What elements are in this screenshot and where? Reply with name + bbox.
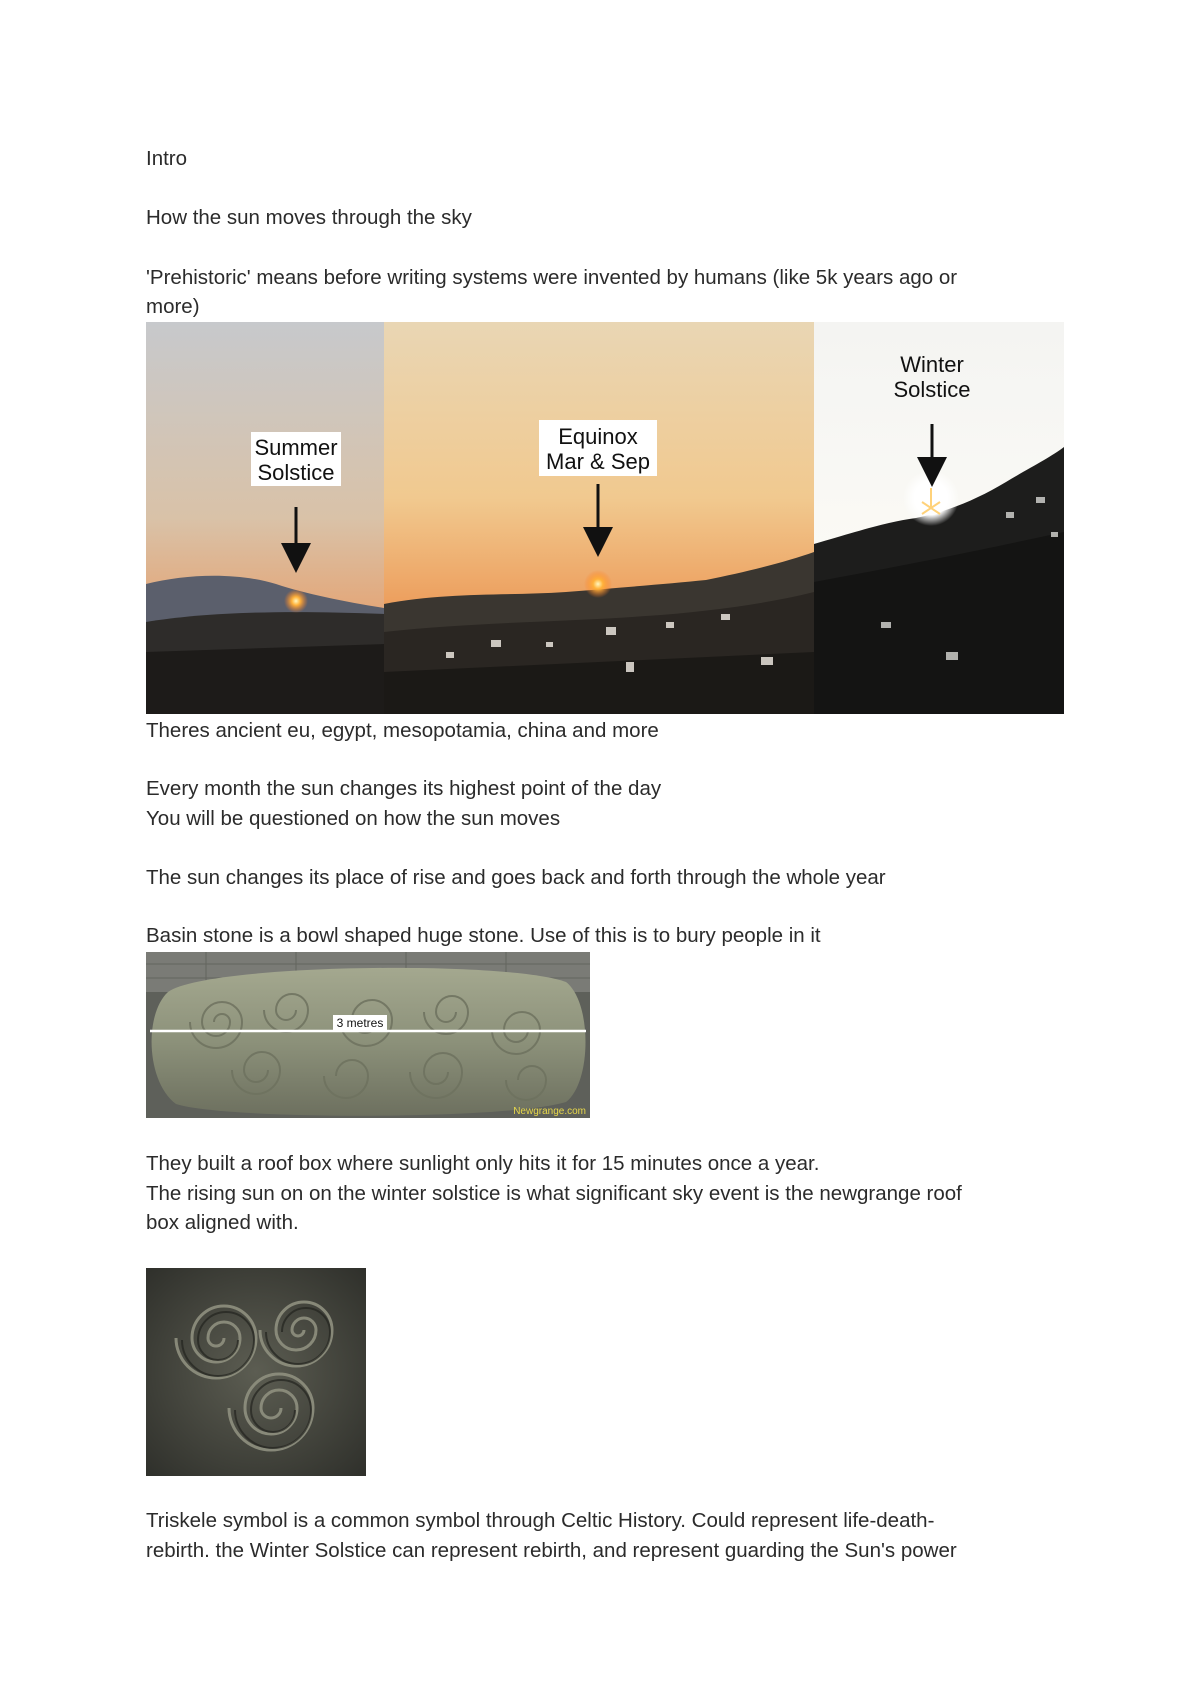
text-prehistoric-line2: more) — [146, 295, 200, 318]
photo-credit: Newgrange.com — [513, 1106, 586, 1117]
text-prehistoric-line1: 'Prehistoric' means before writing systems were invented by humans (like 5k years ago or — [146, 266, 958, 289]
measurement-label: 3 metres — [336, 1016, 384, 1030]
text-questioned: You will be questioned on how the sun moves — [146, 807, 561, 830]
text-rise-place: The sun changes its place of rise and goes back and forth through the whole year — [146, 866, 886, 889]
basin-stone-photo — [146, 952, 590, 1118]
text-every-month: Every month the sun changes its highest point of the day — [146, 777, 662, 800]
winter-solstice-label-line2: Solstice — [893, 377, 971, 402]
summer-solstice-label-line1: Summer — [254, 435, 338, 460]
heading-intro: Intro — [146, 147, 188, 170]
text-ancient-civilizations: Theres ancient eu, egypt, mesopotamia, china and more — [146, 719, 659, 742]
text-triskele-line2: rebirth. the Winter Solstice can represent rebirth, and represent guarding the Sun's power — [146, 1539, 957, 1562]
equinox-label-line2: Mar & Sep — [546, 449, 650, 474]
text-sun-moves: How the sun moves through the sky — [146, 206, 472, 229]
text-basin-stone: Basin stone is a bowl shaped huge stone. Use of this is to bury people in it — [146, 924, 821, 947]
sunrise-solstice-photo — [146, 322, 1064, 714]
triskele-carving-photo — [146, 1268, 366, 1476]
equinox-label-line1: Equinox — [558, 424, 638, 449]
text-roof-box: They built a roof box where sunlight only hits it for 15 minutes once a year. — [146, 1152, 820, 1175]
winter-solstice-label-line1: Winter — [900, 352, 964, 377]
text-triskele-line1: Triskele symbol is a common symbol through Celtic History. Could represent life-death- — [146, 1509, 935, 1532]
summer-solstice-label-line2: Solstice — [257, 460, 335, 485]
text-rising-sun-line1: The rising sun on on the winter solstice is what significant sky event is the newgrange roof — [146, 1182, 962, 1205]
text-rising-sun-line2: box aligned with. — [146, 1211, 299, 1234]
